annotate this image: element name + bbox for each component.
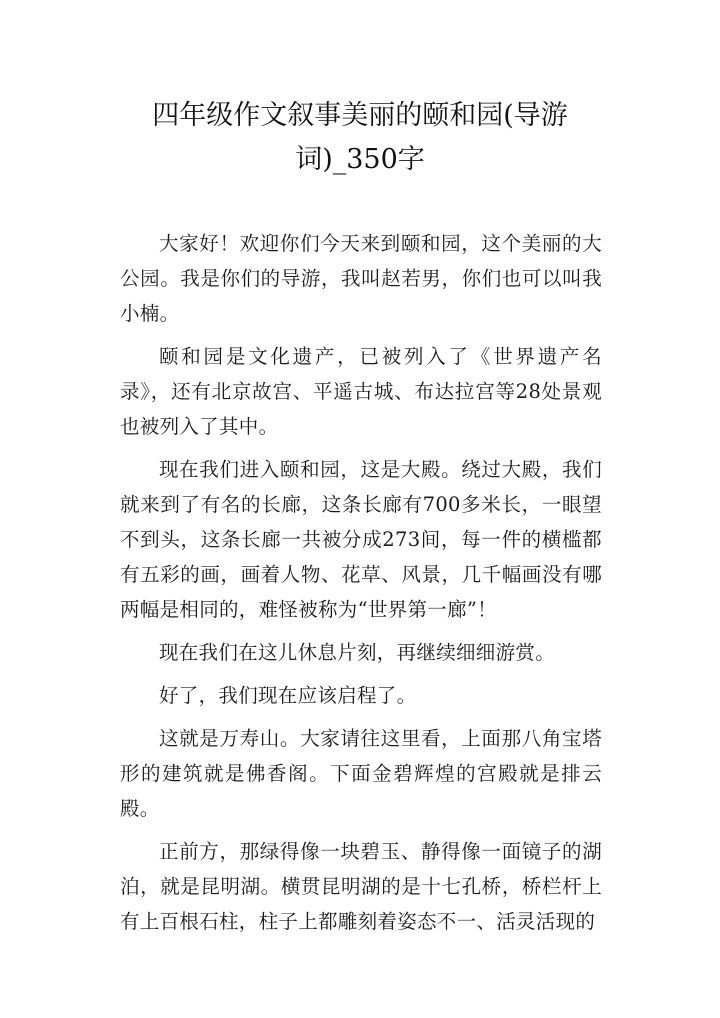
paragraph-depart: 好了，我们现在应该启程了。 xyxy=(159,684,417,707)
paragraph-heritage: 颐和园是文化遗产，已被列入了《世界遗产名录》，还有北京故宫、平遥古城、布达拉宫等28处景观也被列入了其中。 xyxy=(120,345,602,438)
document-body xyxy=(120,226,602,947)
paragraph-kunming-lake: 正前方，那绿得像一块碧玉、静得像一面镜子的湖泊，就是昆明湖。横贯昆明湖的是十七孔桥，桥栏杆上有上百根石柱，柱子上都雕刻着姿态不一、活灵活现的 xyxy=(120,840,602,933)
paragraph-rest: 现在我们在这儿休息片刻，再继续细细游赏。 xyxy=(159,641,556,664)
document-title: 四年级作文叙事美丽的颐和园(导游词)_350字 xyxy=(152,100,568,175)
paragraph-longevity-hill: 这就是万寿山。大家请往这里看，上面那八角宝塔形的建筑就是佛香阁。下面金碧辉煌的宫殿就是排云殿。 xyxy=(120,727,602,820)
paragraph-greeting: 大家好！欢迎你们今天来到颐和园，这个美丽的大公园。我是你们的导游，我叫赵若男，你们也可以叫我小楠。 xyxy=(120,232,602,325)
paragraph-long-corridor: 现在我们进入颐和园，这是大殿。绕过大殿，我们就来到了有名的长廊，这条长廊有700多米长，一眼望不到头，这条长廊一共被分成273间，每一件的横槛都有五彩的画，画着人物、花草、风景，几千幅画没有哪两幅是相同的，难怪被称为“世界第一廊”！ xyxy=(120,458,602,621)
